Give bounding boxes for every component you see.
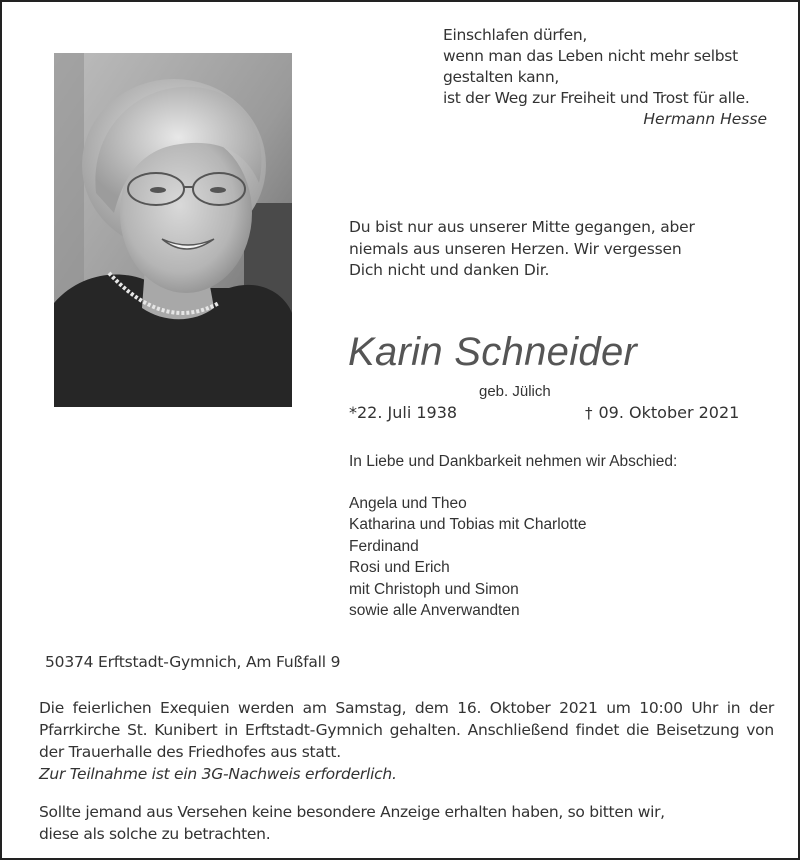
portrait-image (54, 53, 292, 407)
family-address: 50374 Erftstadt-Gymnich, Am Fußfall 9 (45, 653, 341, 671)
mourners-list (349, 493, 587, 621)
quote-line: ist der Weg zur Freiheit und Trost für alle. (443, 89, 750, 107)
quote-author: Hermann Hesse (643, 110, 767, 128)
mourner-entry: mit Christoph und Simon (349, 580, 519, 598)
deceased-name: Karin Schneider (348, 330, 638, 374)
memorial-verse (349, 217, 789, 282)
birth-date: *22. Juli 1938 (349, 403, 458, 422)
funeral-details (39, 697, 774, 785)
mourner-entry: Katharina und Tobias mit Charlotte (349, 516, 587, 534)
closing-note (39, 801, 779, 845)
verse-line: Dich nicht und danken Dir. (349, 261, 550, 279)
closing-line: diese als solche zu betrachten. (39, 825, 271, 843)
verse-line: niemals aus unseren Herzen. Wir vergessen (349, 239, 682, 258)
covid-note: Zur Teilnahme ist ein 3G-Nachweis erforderlich. (39, 765, 397, 783)
death-date-block (585, 403, 739, 422)
quote-line: Einschlafen dürfen, (443, 26, 587, 44)
hesse-quote (443, 25, 793, 130)
maiden-name: geb. Jülich (479, 383, 551, 400)
mourner-entry: Rosi und Erich (349, 559, 450, 577)
mourner-entry: sowie alle Anverwandten (349, 602, 520, 620)
mourner-entry: Angela und Theo (349, 495, 467, 512)
quote-line: wenn man das Leben nicht mehr selbst (443, 47, 738, 65)
farewell-statement: In Liebe und Dankbarkeit nehmen wir Abschied: (349, 453, 678, 470)
death-date: 09. Oktober 2021 (598, 403, 740, 422)
verse-line: Du bist nur aus unserer Mitte gegangen, aber (349, 218, 695, 236)
mourner-entry: Ferdinand (349, 537, 419, 555)
cross-icon: † (585, 404, 593, 422)
portrait-photo (54, 53, 292, 407)
quote-line: gestalten kann, (443, 68, 559, 86)
closing-line: Sollte jemand aus Versehen keine besondere Anzeige erhalten haben, so bitten wir, (39, 803, 665, 821)
funeral-text: Die feierlichen Exequien werden am Samstag, dem 16. Oktober 2021 um 10:00 Uhr in der Pfarrkirche St. Kunibert in Erftstadt-Gymnich gehalten. Anschließend findet die Beisetzung von der Trauerhalle des Friedhofes aus statt. (39, 699, 774, 761)
